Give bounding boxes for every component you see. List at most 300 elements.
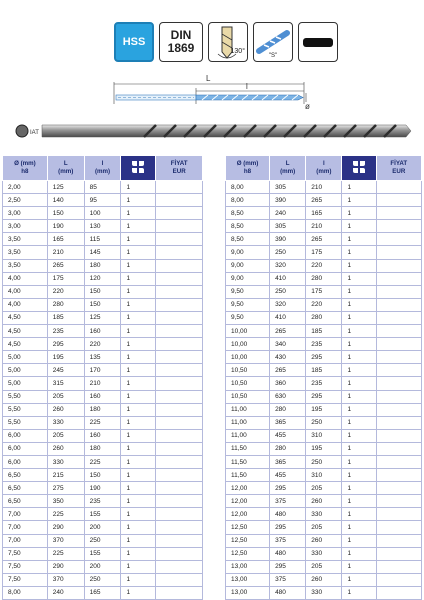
- price-cell: [156, 495, 203, 508]
- flute-length-cell: 260: [306, 573, 342, 586]
- quantity-cell: 1: [121, 272, 156, 285]
- flute-length-cell: 235: [306, 377, 342, 390]
- quantity-cell: 1: [121, 325, 156, 338]
- table-row: [226, 272, 422, 285]
- quantity-cell: 1: [121, 390, 156, 403]
- quantity-cell: 1: [342, 377, 376, 390]
- flute-length-cell: 85: [84, 181, 121, 194]
- table-row: [3, 233, 203, 246]
- overall-length-cell: 215: [47, 469, 84, 482]
- drill-product-photo: [14, 116, 412, 146]
- table-row: [226, 442, 422, 455]
- table-row: [226, 390, 422, 403]
- din-standard-badge: [159, 22, 203, 62]
- price-cell: [156, 455, 203, 468]
- table-row: [226, 364, 422, 377]
- price-cell: [376, 482, 421, 495]
- flute-length-cell: 165: [84, 586, 121, 599]
- price-cell: [376, 207, 421, 220]
- diameter-cell: 3,50: [3, 233, 48, 246]
- quantity-cell: 1: [342, 233, 376, 246]
- price-cell: [156, 573, 203, 586]
- flute-length-unit: (mm): [316, 168, 332, 175]
- quantity-cell: 1: [121, 429, 156, 442]
- overall-length-cell: 190: [47, 220, 84, 233]
- table-row: [226, 351, 422, 364]
- quantity-cell: 1: [121, 403, 156, 416]
- diameter-cell: 6,00: [3, 429, 48, 442]
- overall-length-cell: 240: [270, 207, 306, 220]
- overall-length-cell: 350: [47, 495, 84, 508]
- flute-length-cell: 195: [306, 403, 342, 416]
- table-row: [3, 325, 203, 338]
- diameter-cell: 9,50: [226, 285, 270, 298]
- overall-length-header: [270, 156, 306, 181]
- price-cell: [156, 534, 203, 547]
- diameter-header: [3, 156, 48, 181]
- diameter-cell: 7,50: [3, 573, 48, 586]
- price-header: [156, 156, 203, 181]
- diameter-cell: 9,00: [226, 272, 270, 285]
- diameter-cell: 8,00: [226, 194, 270, 207]
- overall-length-cell: 245: [47, 364, 84, 377]
- overall-length-cell: 280: [47, 298, 84, 311]
- quantity-cell: 1: [342, 246, 376, 259]
- quantity-cell: 1: [342, 455, 376, 468]
- overall-length-cell: 390: [270, 233, 306, 246]
- overall-length-cell: 305: [270, 181, 306, 194]
- overall-length-cell: 365: [270, 455, 306, 468]
- table-row: [226, 429, 422, 442]
- price-cell: [376, 272, 421, 285]
- table-row: [226, 534, 422, 547]
- price-cell: [156, 298, 203, 311]
- flute-length-cell: 155: [84, 547, 121, 560]
- flute-length-cell: 280: [306, 272, 342, 285]
- diameter-cell: 11,50: [226, 469, 270, 482]
- diameter-cell: 7,50: [3, 560, 48, 573]
- quantity-cell: 1: [121, 534, 156, 547]
- table-row: [226, 495, 422, 508]
- quantity-cell: 1: [121, 338, 156, 351]
- diameter-header-label: Ø (mm): [14, 160, 36, 167]
- price-cell: [156, 390, 203, 403]
- overall-length-cell: 290: [47, 560, 84, 573]
- overall-length-cell: 290: [47, 521, 84, 534]
- flat-shank-icon: [300, 24, 336, 60]
- overall-length-cell: 240: [47, 586, 84, 599]
- flute-length-cell: 220: [306, 298, 342, 311]
- flute-length-cell: 155: [84, 508, 121, 521]
- table-row: [3, 298, 203, 311]
- overall-length-unit: (mm): [58, 168, 74, 175]
- price-cell: [156, 285, 203, 298]
- quantity-cell: 1: [342, 259, 376, 272]
- flute-length-cell: 280: [306, 311, 342, 324]
- quantity-cell: 1: [342, 181, 376, 194]
- diameter-cell: 12,00: [226, 508, 270, 521]
- overall-length-cell: 265: [270, 325, 306, 338]
- price-cell: [376, 495, 421, 508]
- overall-length-cell: 150: [47, 207, 84, 220]
- diameter-cell: 9,00: [226, 259, 270, 272]
- table-row: [3, 534, 203, 547]
- price-cell: [156, 181, 203, 194]
- table-row: [3, 495, 203, 508]
- table-row: [226, 508, 422, 521]
- quantity-cell: 1: [342, 285, 376, 298]
- diameter-cell: 8,00: [3, 586, 48, 599]
- flute-length-cell: 150: [84, 469, 121, 482]
- diameter-cell: 13,00: [226, 586, 270, 599]
- table-row: [226, 338, 422, 351]
- diameter-cell: 5,50: [3, 390, 48, 403]
- price-cell: [376, 351, 421, 364]
- table-row: [3, 482, 203, 495]
- din-label: DIN: [170, 28, 192, 42]
- overall-length-cell: 330: [47, 416, 84, 429]
- overall-length-cell: 370: [47, 534, 84, 547]
- overall-length-cell: 480: [270, 586, 306, 599]
- diameter-cell: 11,50: [226, 442, 270, 455]
- overall-length-cell: 205: [47, 390, 84, 403]
- diameter-cell: 5,00: [3, 364, 48, 377]
- overall-length-cell: 125: [47, 181, 84, 194]
- price-cell: [376, 285, 421, 298]
- table-header-row: [3, 156, 203, 181]
- flute-length-cell: 160: [84, 325, 121, 338]
- quantity-cell: 1: [121, 364, 156, 377]
- table-row: [3, 364, 203, 377]
- point-angle-label: 130°: [230, 48, 245, 55]
- overall-length-cell: 455: [270, 429, 306, 442]
- table-row: [226, 325, 422, 338]
- table-row: [226, 521, 422, 534]
- table-row: [226, 573, 422, 586]
- flute-length-cell: 225: [84, 416, 121, 429]
- overall-length-cell: 480: [270, 508, 306, 521]
- quantity-cell: 1: [121, 547, 156, 560]
- flute-length-cell: 205: [306, 482, 342, 495]
- diameter-cell: 8,50: [226, 220, 270, 233]
- price-cell: [376, 220, 421, 233]
- overall-length-cell: 295: [47, 338, 84, 351]
- price-cell: [376, 508, 421, 521]
- price-cell: [156, 364, 203, 377]
- overall-length-header-label: L: [63, 160, 68, 167]
- flute-length-cell: 95: [84, 194, 121, 207]
- overall-length-cell: 205: [47, 429, 84, 442]
- table-row: [3, 181, 203, 194]
- overall-length-cell: 480: [270, 547, 306, 560]
- diameter-cell: 6,00: [3, 442, 48, 455]
- diameter-cell: 12,50: [226, 547, 270, 560]
- table-row: [3, 521, 203, 534]
- table-row: [3, 547, 203, 560]
- overall-length-cell: 250: [270, 246, 306, 259]
- table-row: [3, 220, 203, 233]
- quantity-cell: 1: [342, 311, 376, 324]
- price-cell: [156, 482, 203, 495]
- price-cell: [156, 325, 203, 338]
- feature-badges: [114, 22, 338, 62]
- flute-length-cell: 125: [84, 311, 121, 324]
- overall-length-cell: 280: [270, 403, 306, 416]
- quantity-cell: 1: [121, 455, 156, 468]
- flute-length-cell: 220: [306, 259, 342, 272]
- quantity-cell: 1: [121, 495, 156, 508]
- overall-length-cell: 235: [47, 325, 84, 338]
- quantity-cell: 1: [342, 573, 376, 586]
- price-cell: [156, 403, 203, 416]
- price-cell: [156, 377, 203, 390]
- diameter-cell: 5,50: [3, 416, 48, 429]
- table-header-row: [226, 156, 422, 181]
- table-row: [3, 285, 203, 298]
- overall-length-cell: 225: [47, 547, 84, 560]
- price-cell: [156, 429, 203, 442]
- price-cell: [376, 246, 421, 259]
- diameter-cell: 6,50: [3, 495, 48, 508]
- diameter-cell: 11,50: [226, 455, 270, 468]
- quantity-cell: 1: [121, 311, 156, 324]
- diameter-cell: 11,00: [226, 416, 270, 429]
- flute-length-cell: 190: [84, 482, 121, 495]
- overall-length-cell: 340: [270, 338, 306, 351]
- flute-length-cell: 295: [306, 390, 342, 403]
- flute-length-header-label: l: [323, 160, 325, 167]
- flute-length-cell: 150: [84, 298, 121, 311]
- table-row: [3, 351, 203, 364]
- flute-length-header: [84, 156, 121, 181]
- flute-length-cell: 115: [84, 233, 121, 246]
- flute-length-header-label: l: [101, 160, 104, 167]
- table-row: [3, 508, 203, 521]
- flute-length-cell: 185: [306, 364, 342, 377]
- quantity-cell: 1: [121, 194, 156, 207]
- price-cell: [376, 521, 421, 534]
- table-row: [3, 259, 203, 272]
- quantity-cell: 1: [121, 560, 156, 573]
- diameter-cell: 3,50: [3, 246, 48, 259]
- overall-length-cell: 250: [270, 285, 306, 298]
- quantity-cell: 1: [342, 207, 376, 220]
- diameter-cell: 10,50: [226, 364, 270, 377]
- flute-length-cell: 195: [306, 442, 342, 455]
- table-row: [3, 469, 203, 482]
- table-row: [226, 416, 422, 429]
- table-row: [3, 194, 203, 207]
- price-cell: [376, 429, 421, 442]
- table-row: [226, 233, 422, 246]
- flute-length-cell: 265: [306, 194, 342, 207]
- flute-length-cell: 180: [84, 259, 121, 272]
- diameter-cell: 2,00: [3, 181, 48, 194]
- table-row: [226, 259, 422, 272]
- quantity-cell: 1: [342, 416, 376, 429]
- price-cell: [156, 259, 203, 272]
- quantity-cell: 1: [342, 338, 376, 351]
- diameter-cell: 10,00: [226, 338, 270, 351]
- quantity-cell: 1: [121, 482, 156, 495]
- quantity-cell: 1: [342, 442, 376, 455]
- price-cell: [376, 325, 421, 338]
- flute-length-header: [306, 156, 342, 181]
- quantity-cell: 1: [342, 495, 376, 508]
- diameter-cell: 7,50: [3, 547, 48, 560]
- flute-length-cell: 250: [306, 455, 342, 468]
- quantity-cell: 1: [342, 351, 376, 364]
- flute-length-cell: 250: [84, 573, 121, 586]
- overall-length-cell: 195: [47, 351, 84, 364]
- diameter-cell: 2,50: [3, 194, 48, 207]
- quantity-cell: 1: [121, 586, 156, 599]
- flute-length-cell: 165: [306, 207, 342, 220]
- flute-length-cell: 175: [306, 246, 342, 259]
- price-cell: [376, 416, 421, 429]
- spiral-type-badge: [253, 22, 293, 62]
- table-row: [226, 482, 422, 495]
- flute-length-cell: 235: [84, 495, 121, 508]
- table-row: [226, 311, 422, 324]
- overall-length-cell: 370: [47, 573, 84, 586]
- diameter-cell: 12,50: [226, 534, 270, 547]
- tolerance-header-label: h8: [21, 168, 29, 175]
- table-row: [3, 207, 203, 220]
- price-cell: [156, 442, 203, 455]
- price-cell: [376, 364, 421, 377]
- overall-length-cell: 185: [47, 311, 84, 324]
- diameter-cell: 8,00: [226, 181, 270, 194]
- length-l-label: l: [246, 82, 248, 91]
- overall-length-cell: 260: [47, 442, 84, 455]
- quantity-cell: 1: [121, 233, 156, 246]
- table-row: [3, 442, 203, 455]
- diameter-cell: 4,00: [3, 272, 48, 285]
- price-header-label: FİYAT: [390, 160, 408, 167]
- diameter-cell: 5,50: [3, 403, 48, 416]
- price-cell: [376, 547, 421, 560]
- length-L-label: L: [206, 74, 211, 83]
- diameter-header-label: Ø (mm): [236, 160, 259, 167]
- quantity-cell: 1: [342, 325, 376, 338]
- overall-length-cell: 220: [47, 285, 84, 298]
- table-row: [226, 377, 422, 390]
- diameter-cell: 3,50: [3, 259, 48, 272]
- currency-label: EUR: [172, 168, 186, 175]
- quantity-cell: 1: [342, 586, 376, 599]
- overall-length-cell: 165: [47, 233, 84, 246]
- diameter-cell: 7,00: [3, 508, 48, 521]
- flute-length-cell: 160: [84, 390, 121, 403]
- overall-length-cell: 430: [270, 351, 306, 364]
- spiral-type-label: "S": [268, 53, 278, 59]
- quantity-cell: 1: [342, 364, 376, 377]
- price-cell: [376, 259, 421, 272]
- price-header: [376, 156, 421, 181]
- diameter-cell: 9,50: [226, 311, 270, 324]
- overall-length-cell: 375: [270, 495, 306, 508]
- price-cell: [156, 207, 203, 220]
- package-icon: [130, 159, 146, 175]
- flute-length-cell: 135: [84, 351, 121, 364]
- flute-length-cell: 330: [306, 586, 342, 599]
- package-icon: [351, 159, 367, 175]
- price-cell: [156, 351, 203, 364]
- price-cell: [376, 181, 421, 194]
- price-cell: [376, 390, 421, 403]
- flute-length-cell: 210: [306, 220, 342, 233]
- flute-length-cell: 150: [84, 285, 121, 298]
- diameter-header: [226, 156, 270, 181]
- overall-length-cell: 330: [47, 455, 84, 468]
- currency-label: EUR: [392, 168, 406, 175]
- flute-length-cell: 235: [306, 338, 342, 351]
- flute-length-cell: 310: [306, 429, 342, 442]
- overall-length-cell: 295: [270, 560, 306, 573]
- price-cell: [156, 547, 203, 560]
- table-row: [3, 403, 203, 416]
- package-quantity-header: [121, 156, 156, 181]
- flute-length-cell: 330: [306, 547, 342, 560]
- drill-bit-image: [14, 116, 412, 146]
- table-row: [226, 181, 422, 194]
- quantity-cell: 1: [121, 442, 156, 455]
- quantity-cell: 1: [342, 272, 376, 285]
- flute-length-cell: 175: [306, 285, 342, 298]
- price-cell: [376, 573, 421, 586]
- price-cell: [376, 403, 421, 416]
- flute-length-unit: (mm): [94, 168, 111, 175]
- overall-length-cell: 410: [270, 272, 306, 285]
- quantity-cell: 1: [121, 285, 156, 298]
- price-cell: [156, 508, 203, 521]
- drill-size-table-left: [2, 155, 203, 600]
- flute-length-cell: 260: [306, 495, 342, 508]
- diameter-cell: 10,50: [226, 377, 270, 390]
- diameter-cell: 7,00: [3, 534, 48, 547]
- table-row: [226, 298, 422, 311]
- table-row: [3, 390, 203, 403]
- flute-length-cell: 200: [84, 560, 121, 573]
- svg-text:IAT: IAT: [30, 130, 39, 136]
- table-row: [3, 246, 203, 259]
- quantity-cell: 1: [121, 573, 156, 586]
- table-row: [3, 416, 203, 429]
- hss-badge: [114, 22, 154, 62]
- diameter-cell: 5,00: [3, 351, 48, 364]
- diameter-cell: 6,50: [3, 482, 48, 495]
- quantity-cell: 1: [121, 377, 156, 390]
- price-cell: [156, 246, 203, 259]
- flute-length-cell: 250: [306, 416, 342, 429]
- overall-length-cell: 265: [47, 259, 84, 272]
- price-cell: [156, 560, 203, 573]
- price-header-label: FİYAT: [170, 160, 188, 167]
- quantity-cell: 1: [342, 298, 376, 311]
- price-cell: [376, 469, 421, 482]
- price-cell: [376, 298, 421, 311]
- diameter-cell: 6,50: [3, 469, 48, 482]
- table-row: [226, 560, 422, 573]
- price-cell: [376, 377, 421, 390]
- diameter-cell: 4,50: [3, 311, 48, 324]
- diameter-cell: 4,00: [3, 298, 48, 311]
- flute-length-cell: 145: [84, 246, 121, 259]
- price-cell: [376, 534, 421, 547]
- flute-length-cell: 260: [306, 534, 342, 547]
- quantity-cell: 1: [121, 469, 156, 482]
